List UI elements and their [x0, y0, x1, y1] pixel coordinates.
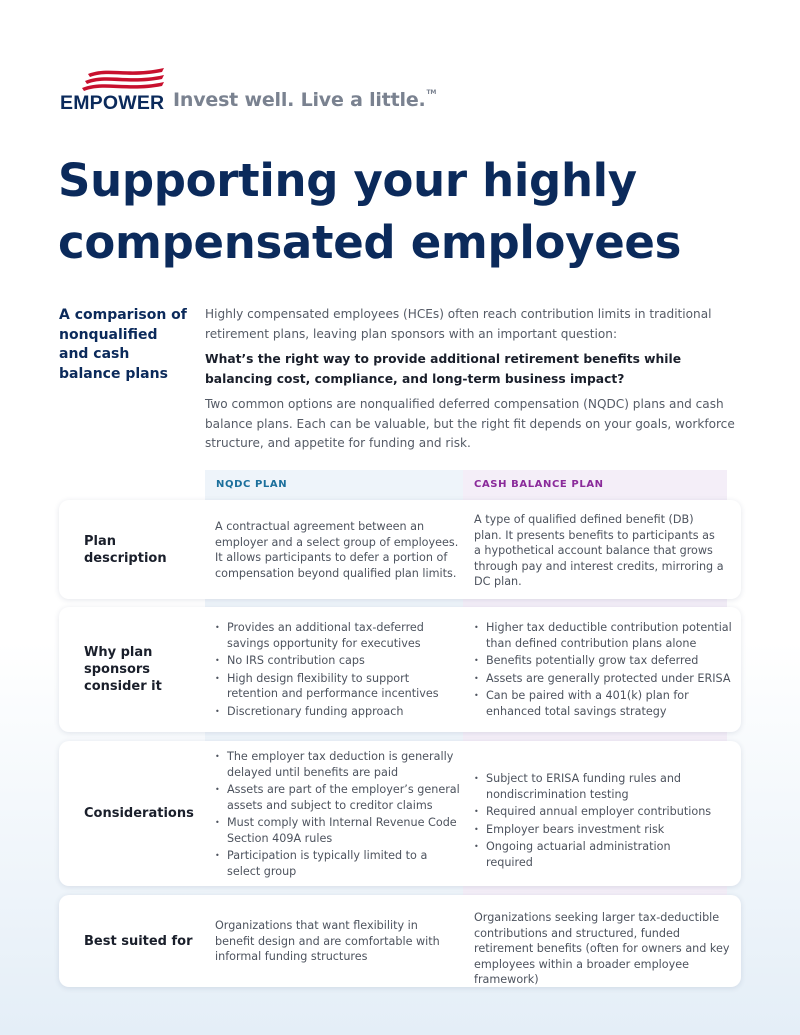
list-item: • Required annual employer contributions	[474, 804, 719, 820]
tagline-text: Invest well. Live a little.	[173, 89, 426, 111]
row-plan-description	[59, 500, 741, 599]
row-why-sponsors-consider	[59, 607, 741, 732]
list-item: • Can be paired with a 401(k) plan for enhanced total savings strategy	[474, 688, 736, 719]
list-item: • Assets are part of the employer’s general assets and subject to creditor claims	[215, 782, 460, 813]
list-item: • Participation is typically limited to a select group	[215, 848, 460, 879]
list-item: • Must comply with Internal Revenue Code Section 409A rules	[215, 815, 460, 846]
list-item: • Assets are generally protected under ERISA	[474, 671, 736, 687]
row-considerations	[59, 741, 741, 886]
page-title-line-2: compensated employees	[58, 216, 682, 269]
column-header-cash-balance: CASH BALANCE PLAN	[463, 470, 727, 500]
column-header-nqdc: NQDC PLAN	[205, 470, 466, 500]
side-heading: A comparison of nonqualified and cash balance plans	[59, 307, 187, 382]
list-item: • Subject to ERISA funding rules and nondiscrimination testing	[474, 771, 719, 802]
intro	[205, 305, 745, 460]
list-item: • Higher tax deductible contribution potential than defined contribution plans alone	[474, 620, 736, 651]
page-title	[58, 150, 758, 274]
list-item: • Ongoing actuarial administration required	[474, 839, 719, 870]
list-item: • The employer tax deduction is generally delayed until benefits are paid	[215, 749, 460, 780]
nqdc-why-list	[215, 620, 460, 721]
row-label: Why plan sponsors consider it	[84, 645, 162, 694]
row-label: Plan description	[84, 534, 167, 566]
cash-best-suited: Organizations seeking larger tax-deductible contributions and structured, funded retirement benefits (often for owners and key employees within a broader employee framework)	[474, 911, 730, 986]
logo-lockup	[60, 64, 460, 116]
list-item: • Discretionary funding approach	[215, 704, 460, 720]
cash-why-list	[474, 620, 736, 721]
list-item: • Benefits potentially grow tax deferred	[474, 653, 736, 669]
row-label: Considerations	[84, 806, 194, 821]
intro-question: What’s the right way to provide additional retirement benefits while balancing cost, compliance, and long-term business impact?	[205, 352, 682, 386]
nqdc-best-suited: Organizations that want flexibility in benefit design and are comfortable with informal funding structures	[215, 919, 440, 963]
row-best-suited-for	[59, 895, 741, 987]
cash-plan-description: A type of qualified defined benefit (DB) plan. It presents benefits to participants as a hypothetical account balance that grows through pay and interest credits, mirroring a DC plan.	[474, 513, 724, 588]
row-label: Best suited for	[84, 934, 193, 949]
intro-paragraph-1: Highly compensated employees (HCEs) often reach contribution limits in traditional retirement plans, leaving plan sponsors with an important question:	[205, 307, 712, 341]
nqdc-plan-description: A contractual agreement between an employer and a select group of employees. It allows participants to defer a portion of compensation beyond qualified plan limits.	[215, 520, 459, 580]
intro-paragraph-2: Two common options are nonqualified deferred compensation (NQDC) plans and cash balance plans. Each can be valuable, but the right fit depends on your goals, workforce structure, and appetite for funding and risk.	[205, 397, 735, 450]
list-item: • No IRS contribution caps	[215, 653, 460, 669]
list-item: • High design flexibility to support retention and performance incentives	[215, 671, 460, 702]
empower-flag-logo	[82, 66, 166, 92]
list-item: • Employer bears investment risk	[474, 822, 719, 838]
brand-name: EMPOWER	[60, 92, 165, 114]
page-title-line-1: Supporting your highly	[58, 154, 637, 207]
tagline	[173, 89, 436, 111]
cash-considerations-list	[474, 771, 719, 872]
trademark: TM	[426, 89, 437, 96]
nqdc-considerations-list	[215, 749, 460, 881]
list-item: • Provides an additional tax-deferred savings opportunity for executives	[215, 620, 460, 651]
